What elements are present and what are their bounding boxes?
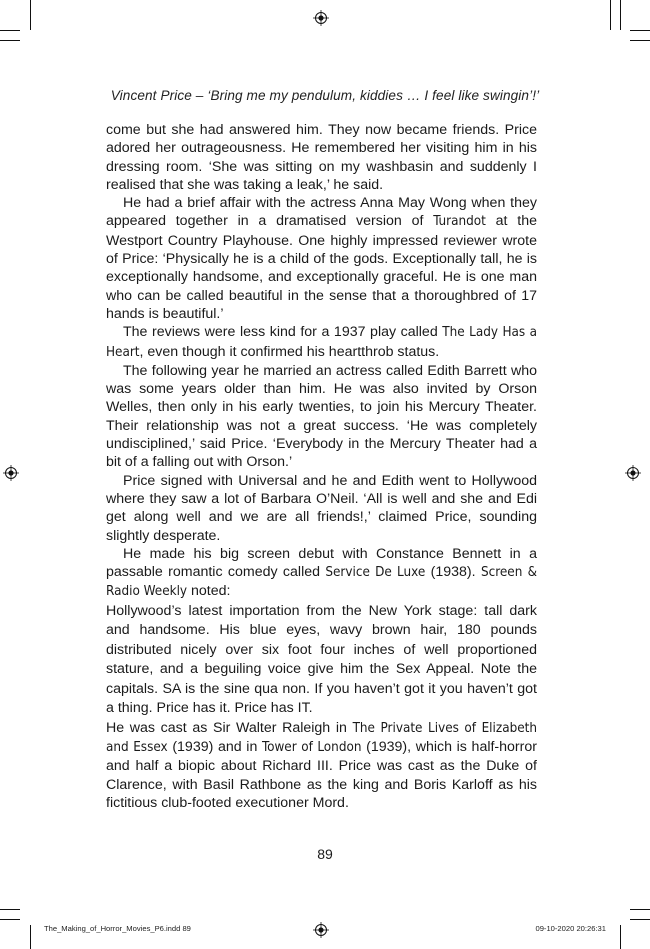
- slug-filename: The_Making_of_Horror_Movies_P6.indd 89: [44, 924, 191, 933]
- text-run: (1938).: [425, 564, 481, 581]
- paragraph: [106, 719, 537, 812]
- film-title: The Private Lives of Elizabeth and Essex: [106, 720, 537, 756]
- crop-mark: [30, 0, 31, 30]
- paragraph: [106, 323, 537, 362]
- crop-mark: [0, 919, 20, 920]
- film-title: Tower of London: [262, 740, 362, 756]
- registration-mark-icon: [313, 10, 329, 26]
- crop-mark: [630, 40, 650, 41]
- play-title: Turandot: [433, 214, 486, 230]
- crop-mark: [630, 909, 650, 910]
- crop-mark: [620, 925, 621, 949]
- slug-datetime: 09-10-2020 20:26:31: [535, 924, 606, 933]
- crop-mark: [630, 919, 650, 920]
- text-run: He made his big screen debut with Constance Bennett in a passable romantic comedy called: [106, 545, 537, 581]
- paragraph: Price signed with Universal and he and Edith went to Hollywood where they saw a lot of Barbara O’Neil. ‘All is well and she and Edi get along well and we are all friends!,’ claimed Price, sounding slightly desperate.: [106, 472, 537, 544]
- paragraph: The following year he married an actress called Edith Barrett who was some years older than him. He was also invited by Orson Welles, then only in his early twenties, to join his Mercury Theater. Their relationship was not a great success. ‘He was completely undisciplined,’ said Price. ‘Everybody in the Mercury Theater had a bit of a falling out with Orson.’: [106, 362, 537, 471]
- body-text: [106, 121, 537, 812]
- crop-mark: [30, 925, 31, 949]
- film-title: Service De Luxe: [325, 565, 426, 581]
- crop-mark: [630, 30, 650, 31]
- text-run: noted:: [187, 583, 231, 600]
- running-head: Vincent Price – ‘Bring me my pendulum, kiddies … I feel like swingin’!’: [110, 88, 540, 103]
- text-run: (1939) and in: [167, 739, 262, 756]
- paragraph: [106, 545, 537, 602]
- text-run: He was cast as Sir Walter Raleigh in: [106, 719, 353, 736]
- text-run: at the Westport Country Playhouse. One highly impressed reviewer wrote of Price: ‘Physically he is a child of the gods. Exceptionally tall, he is exceptionally handsome, and exceptionally graceful. He is one man who can be called beautiful in the sense that a thoroughbred of 17 hands is beautiful.’: [106, 213, 537, 322]
- block-quote: Hollywood’s latest importation from the New York stage: tall dark and handsome. His blue eyes, wavy brown hair, 180 pounds distributed nicely over six foot four inches of well proportioned stature, and a beguiling voice give him the Sex Appeal. Note the capitals. SA is the sine qua non. If you haven’t got it you haven’t got a thing. Price has it. Price has IT.: [106, 602, 537, 717]
- registration-mark-icon: [313, 922, 329, 938]
- text-run: , even though it confirmed his heartthrob status.: [139, 343, 440, 360]
- publication-title: Screen & Radio Weekly: [106, 565, 537, 600]
- crop-mark: [0, 40, 20, 41]
- crop-mark: [0, 909, 20, 910]
- page-number: 89: [317, 846, 333, 862]
- registration-mark-icon: [3, 465, 19, 481]
- crop-mark: [0, 30, 20, 31]
- crop-mark: [610, 0, 611, 30]
- text-run: He had a brief affair with the actress Anna May Wong when they appeared together in a dramatised version of: [106, 195, 537, 230]
- paragraph: come but she had answered him. They now became friends. Price adored her outrageousness. He remembered her visiting him in his dressing room. ‘She was sitting on my washbasin and suddenly I realised that she was taking a leak,’ he said.: [106, 122, 537, 193]
- text-run: (1939), which is half-horror and half a biopic about Richard III. Price was cast as the Duke of Clarence, with Basil Rathbone as the king and Boris Karloff as his fictitious club-footed executioner Mord.: [106, 739, 537, 811]
- crop-mark: [620, 0, 621, 30]
- text-run: The reviews were less kind for a 1937 play called: [123, 324, 443, 341]
- paragraph: [106, 194, 537, 323]
- play-title: The Lady Has a Heart: [106, 325, 537, 360]
- registration-mark-icon: [625, 465, 641, 481]
